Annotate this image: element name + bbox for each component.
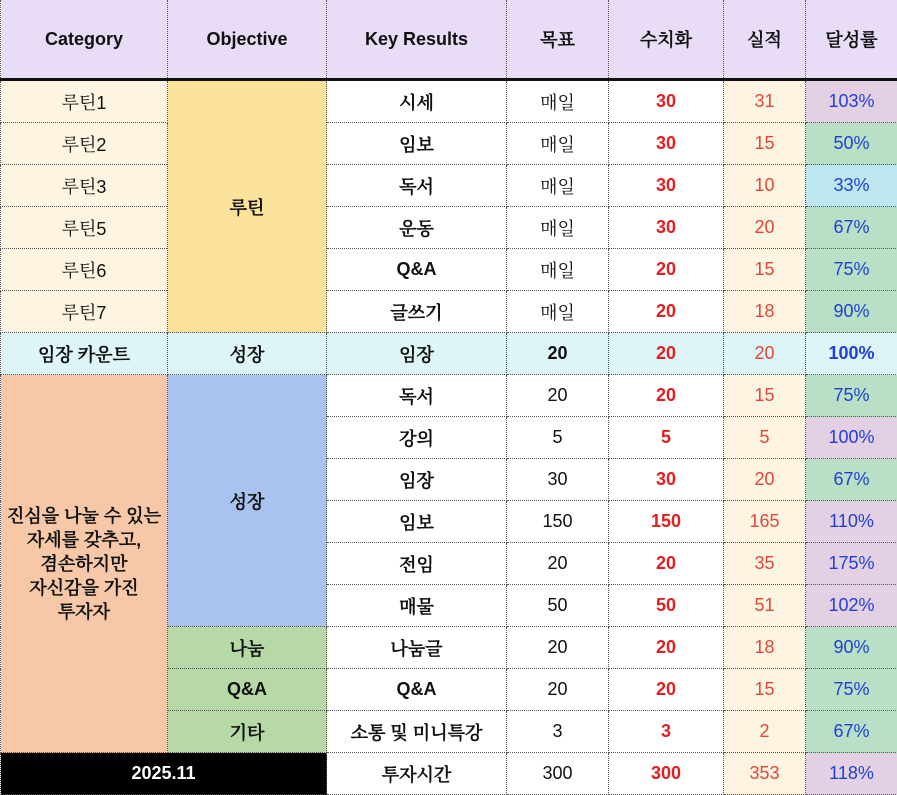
key-result-cell: 글쓰기 xyxy=(327,291,507,333)
rate-cell: 75% xyxy=(806,249,897,291)
table-row xyxy=(1,291,897,333)
numeric-cell: 20 xyxy=(609,669,724,711)
key-result-cell: 임장 xyxy=(327,459,507,501)
target-cell: 매일 xyxy=(507,123,609,165)
key-result-cell: 매물 xyxy=(327,585,507,627)
actual-cell: 20 xyxy=(724,459,806,501)
category-line: 투자자 xyxy=(1,600,167,624)
rate-cell: 75% xyxy=(806,669,897,711)
target-cell: 매일 xyxy=(507,80,609,123)
key-result-cell: 강의 xyxy=(327,417,507,459)
rate-cell: 102% xyxy=(806,585,897,627)
table-row xyxy=(1,207,897,249)
period-label: 2025.11 xyxy=(1,753,327,795)
table-row xyxy=(1,123,897,165)
target-cell: 매일 xyxy=(507,291,609,333)
category-cell: 루틴1 xyxy=(1,80,168,123)
rate-cell: 67% xyxy=(806,711,897,753)
target-cell: 150 xyxy=(507,501,609,543)
actual-cell: 20 xyxy=(724,207,806,249)
key-result-cell: 임장 xyxy=(327,333,507,375)
numeric-cell: 3 xyxy=(609,711,724,753)
table-row xyxy=(1,80,897,123)
header-actual: 실적 xyxy=(724,0,806,80)
header-row xyxy=(1,0,897,80)
table-row xyxy=(1,249,897,291)
numeric-cell: 300 xyxy=(609,753,724,795)
actual-cell: 165 xyxy=(724,501,806,543)
key-result-cell: 독서 xyxy=(327,375,507,417)
actual-cell: 35 xyxy=(724,543,806,585)
header-objective: Objective xyxy=(168,0,327,80)
category-line: 자신감을 가진 xyxy=(1,576,167,600)
actual-cell: 31 xyxy=(724,80,806,123)
key-result-cell: 소통 및 미니특강 xyxy=(327,711,507,753)
target-cell: 20 xyxy=(507,543,609,585)
rate-cell: 90% xyxy=(806,291,897,333)
actual-cell: 51 xyxy=(724,585,806,627)
rate-cell: 118% xyxy=(806,753,897,795)
key-result-cell: 전임 xyxy=(327,543,507,585)
category-cell: 루틴2 xyxy=(1,123,168,165)
numeric-cell: 5 xyxy=(609,417,724,459)
target-cell: 50 xyxy=(507,585,609,627)
table-row xyxy=(1,165,897,207)
actual-cell: 20 xyxy=(724,333,806,375)
numeric-cell: 50 xyxy=(609,585,724,627)
numeric-cell: 20 xyxy=(609,543,724,585)
target-cell: 300 xyxy=(507,753,609,795)
numeric-cell: 30 xyxy=(609,165,724,207)
actual-cell: 10 xyxy=(724,165,806,207)
count-row xyxy=(1,333,897,375)
rate-cell: 110% xyxy=(806,501,897,543)
objective-cell-routine: 루틴 xyxy=(168,80,327,333)
rate-cell: 50% xyxy=(806,123,897,165)
actual-cell: 18 xyxy=(724,627,806,669)
header-target: 목표 xyxy=(507,0,609,80)
rate-cell: 67% xyxy=(806,459,897,501)
target-cell: 3 xyxy=(507,711,609,753)
rate-cell: 103% xyxy=(806,80,897,123)
target-cell: 20 xyxy=(507,375,609,417)
key-result-cell: 임보 xyxy=(327,123,507,165)
actual-cell: 18 xyxy=(724,291,806,333)
rate-cell: 175% xyxy=(806,543,897,585)
rate-cell: 90% xyxy=(806,627,897,669)
actual-cell: 15 xyxy=(724,123,806,165)
target-cell: 20 xyxy=(507,627,609,669)
objective-cell-growth: 성장 xyxy=(168,375,327,627)
actual-cell: 15 xyxy=(724,249,806,291)
target-cell: 매일 xyxy=(507,249,609,291)
target-cell: 매일 xyxy=(507,207,609,249)
target-cell: 5 xyxy=(507,417,609,459)
numeric-cell: 30 xyxy=(609,459,724,501)
numeric-cell: 30 xyxy=(609,207,724,249)
rate-cell: 75% xyxy=(806,375,897,417)
key-result-cell: 시세 xyxy=(327,80,507,123)
actual-cell: 5 xyxy=(724,417,806,459)
objective-cell: 성장 xyxy=(168,333,327,375)
header-key-results: Key Results xyxy=(327,0,507,80)
category-cell: 루틴7 xyxy=(1,291,168,333)
target-cell: 20 xyxy=(507,669,609,711)
category-cell: 임장 카운트 xyxy=(1,333,168,375)
key-result-cell: 나눔글 xyxy=(327,627,507,669)
actual-cell: 2 xyxy=(724,711,806,753)
objective-cell-qa: Q&A xyxy=(168,669,327,711)
numeric-cell: 150 xyxy=(609,501,724,543)
category-cell-investor xyxy=(1,375,168,753)
actual-cell: 15 xyxy=(724,375,806,417)
rate-cell: 100% xyxy=(806,333,897,375)
key-result-cell: 투자시간 xyxy=(327,753,507,795)
table-row xyxy=(1,375,897,417)
category-line: 자세를 갖추고, xyxy=(1,528,167,552)
key-result-cell: 임보 xyxy=(327,501,507,543)
target-cell: 매일 xyxy=(507,165,609,207)
header-numeric: 수치화 xyxy=(609,0,724,80)
header-rate: 달성률 xyxy=(806,0,897,80)
rate-cell: 33% xyxy=(806,165,897,207)
key-result-cell: Q&A xyxy=(327,249,507,291)
numeric-cell: 20 xyxy=(609,375,724,417)
category-cell: 루틴6 xyxy=(1,249,168,291)
numeric-cell: 20 xyxy=(609,291,724,333)
target-cell: 30 xyxy=(507,459,609,501)
target-cell: 20 xyxy=(507,333,609,375)
footer-row xyxy=(1,753,897,795)
numeric-cell: 20 xyxy=(609,249,724,291)
category-line: 진심을 나눌 수 있는 xyxy=(1,504,167,528)
rate-cell: 100% xyxy=(806,417,897,459)
rate-cell: 67% xyxy=(806,207,897,249)
numeric-cell: 30 xyxy=(609,123,724,165)
objective-cell-etc: 기타 xyxy=(168,711,327,753)
category-line: 겸손하지만 xyxy=(1,552,167,576)
key-result-cell: 운동 xyxy=(327,207,507,249)
header-category: Category xyxy=(1,0,168,80)
actual-cell: 15 xyxy=(724,669,806,711)
objective-cell-share: 나눔 xyxy=(168,627,327,669)
category-cell: 루틴5 xyxy=(1,207,168,249)
category-cell: 루틴3 xyxy=(1,165,168,207)
numeric-cell: 30 xyxy=(609,80,724,123)
key-result-cell: Q&A xyxy=(327,669,507,711)
numeric-cell: 20 xyxy=(609,627,724,669)
numeric-cell: 20 xyxy=(609,333,724,375)
actual-cell: 353 xyxy=(724,753,806,795)
key-result-cell: 독서 xyxy=(327,165,507,207)
